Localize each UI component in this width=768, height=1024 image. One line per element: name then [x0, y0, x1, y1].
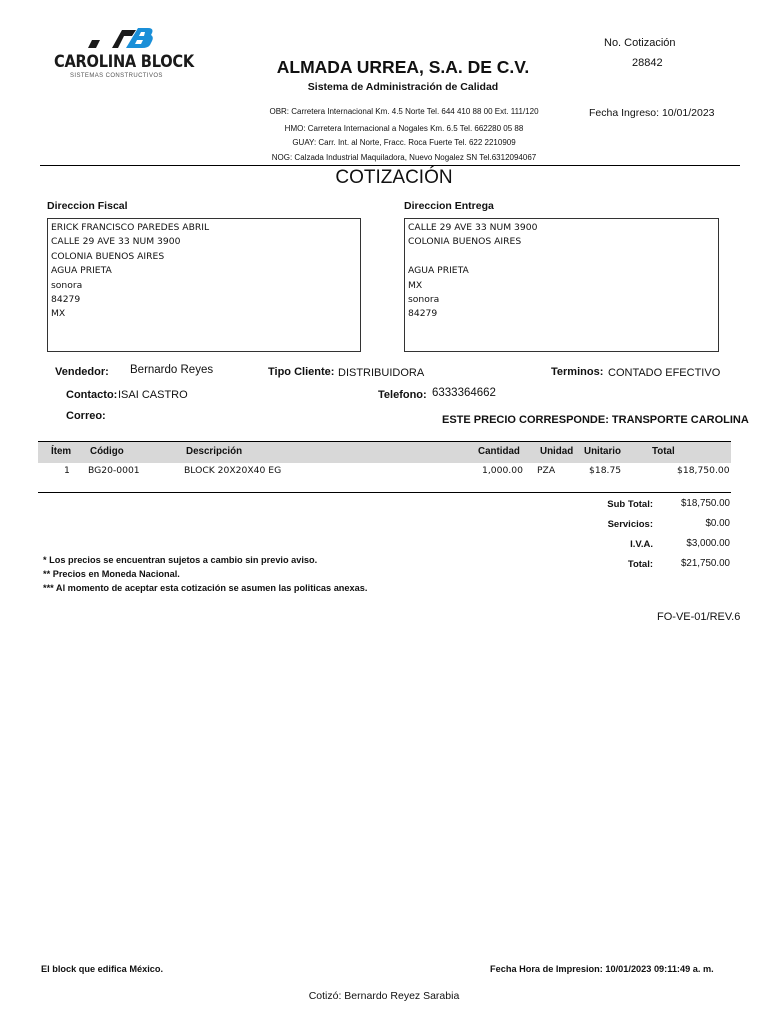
subtotal-value: $18,750.00: [680, 498, 730, 509]
delivery-line: sonora: [408, 293, 440, 305]
contacto-label: Contacto:: [66, 389, 118, 401]
note-line: ** Precios en Moneda Nacional.: [43, 569, 180, 579]
fiscal-line: CALLE 29 AVE 33 NUM 3900: [51, 236, 181, 248]
contacto-value: ISAI CASTRO: [118, 389, 188, 401]
document-title: COTIZACIÓN: [335, 167, 453, 188]
fiscal-line: AGUA PRIETA: [51, 265, 112, 277]
form-code: FO-VE-01/REV.6: [657, 611, 741, 623]
vendedor-label: Vendedor:: [55, 366, 109, 378]
col-unidad: Unidad: [540, 446, 574, 457]
fiscal-address-label: Direccion Fiscal: [47, 200, 128, 212]
row-codigo: BG20-0001: [88, 465, 140, 476]
footer-slogan: El block que edifica México.: [41, 964, 164, 974]
fiscal-line: sonora: [51, 279, 83, 291]
header-divider: [40, 165, 740, 166]
print-datetime: [490, 964, 714, 974]
transporte-note: ESTE PRECIO CORRESPONDE: TRANSPORTE CAROLINA: [442, 414, 749, 426]
row-descripcion: BLOCK 20X20X40 EG: [184, 465, 282, 476]
entry-date: Fecha Ingreso: 10/01/2023: [589, 107, 715, 119]
row-item: 1: [64, 465, 70, 476]
items-table-header: [38, 441, 731, 463]
col-descripcion: Descripción: [186, 446, 243, 457]
table-bottom-rule: [38, 492, 731, 493]
address-obr: OBR: Carretera Internacional Km. 4.5 Norte Tel. 644 410 88 00 Ext. 111/120: [269, 107, 539, 116]
company-name: ALMADA URREA, S.A. DE C.V.: [276, 57, 530, 77]
quote-number: 28842: [632, 57, 663, 69]
quote-number-label: No. Cotización: [604, 37, 676, 49]
delivery-line: MX: [408, 279, 423, 291]
iva-value: $3,000.00: [686, 538, 730, 549]
col-unitario: Unitario: [584, 446, 622, 457]
delivery-line: 84279: [408, 308, 438, 320]
col-item: Ítem: [51, 446, 72, 457]
vendedor-value: Bernardo Reyes: [130, 364, 214, 376]
delivery-line: CALLE 29 AVE 33 NUM 3900: [408, 222, 538, 233]
delivery-address-label: Direccion Entrega: [404, 200, 494, 212]
terminos-label: Terminos:: [551, 366, 604, 378]
delivery-line: [408, 250, 715, 264]
note-line: *** Al momento de aceptar esta cotización se asumen las politicas anexas.: [43, 583, 368, 593]
row-total: $18,750.00: [677, 465, 730, 476]
col-codigo: Código: [90, 446, 124, 457]
iva-label: I.V.A.: [630, 539, 653, 550]
quoted-by: Cotizó: Bernardo Reyez Sarabia: [308, 990, 460, 1002]
print-datetime-label: Fecha Hora de Impresion:: [490, 964, 603, 974]
row-unidad: PZA: [537, 465, 556, 476]
servicios-label: Servicios:: [607, 519, 653, 530]
company-subtitle: Sistema de Administración de Calidad: [307, 81, 499, 93]
row-cantidad: 1,000.00: [482, 465, 523, 476]
total-label: Total:: [627, 559, 653, 570]
fiscal-line: 84279: [51, 293, 81, 305]
delivery-line: AGUA PRIETA: [408, 265, 469, 277]
delivery-address-box: [404, 218, 719, 352]
print-datetime-value: 10/01/2023 09:11:49 a. m.: [605, 964, 714, 974]
fiscal-line: ERICK FRANCISCO PAREDES ABRIL: [51, 222, 210, 233]
tipo-cliente-label: Tipo Cliente:: [268, 366, 335, 378]
fiscal-address-box: [47, 218, 361, 352]
col-cantidad: Cantidad: [478, 446, 520, 457]
col-total: Total: [652, 446, 675, 457]
telefono-value: 6333364662: [432, 387, 496, 399]
fiscal-line: MX: [51, 308, 66, 320]
address-guay: GUAY: Carr. Int. al Norte, Fracc. Roca Fuerte Tel. 622 2210909: [292, 138, 516, 147]
delivery-line: COLONIA BUENOS AIRES: [408, 236, 522, 248]
tipo-cliente-value: DISTRIBUIDORA: [338, 367, 425, 379]
total-value: $21,750.00: [680, 558, 730, 569]
note-line: * Los precios se encuentran sujetos a cambio sin previo aviso.: [43, 555, 318, 565]
fiscal-line: COLONIA BUENOS AIRES: [51, 250, 165, 262]
correo-label: Correo:: [66, 410, 106, 422]
address-hmo: HMO: Carretera Internacional a Nogales Km. 6.5 Tel. 662280 05 88: [284, 124, 524, 133]
terminos-value: CONTADO EFECTIVO: [608, 367, 721, 379]
subtotal-label: Sub Total:: [607, 499, 653, 510]
servicios-value: $0.00: [705, 518, 730, 529]
brand-name: CAROLINA BLOCK: [54, 52, 194, 72]
telefono-label: Telefono:: [378, 389, 427, 401]
row-unitario: $18.75: [589, 465, 622, 476]
brand-tagline: SISTEMAS CONSTRUCTIVOS: [70, 73, 163, 79]
address-nog: NOG: Calzada Industrial Maquiladora, Nuevo Nogalez SN Tel.6312094067: [271, 153, 537, 162]
